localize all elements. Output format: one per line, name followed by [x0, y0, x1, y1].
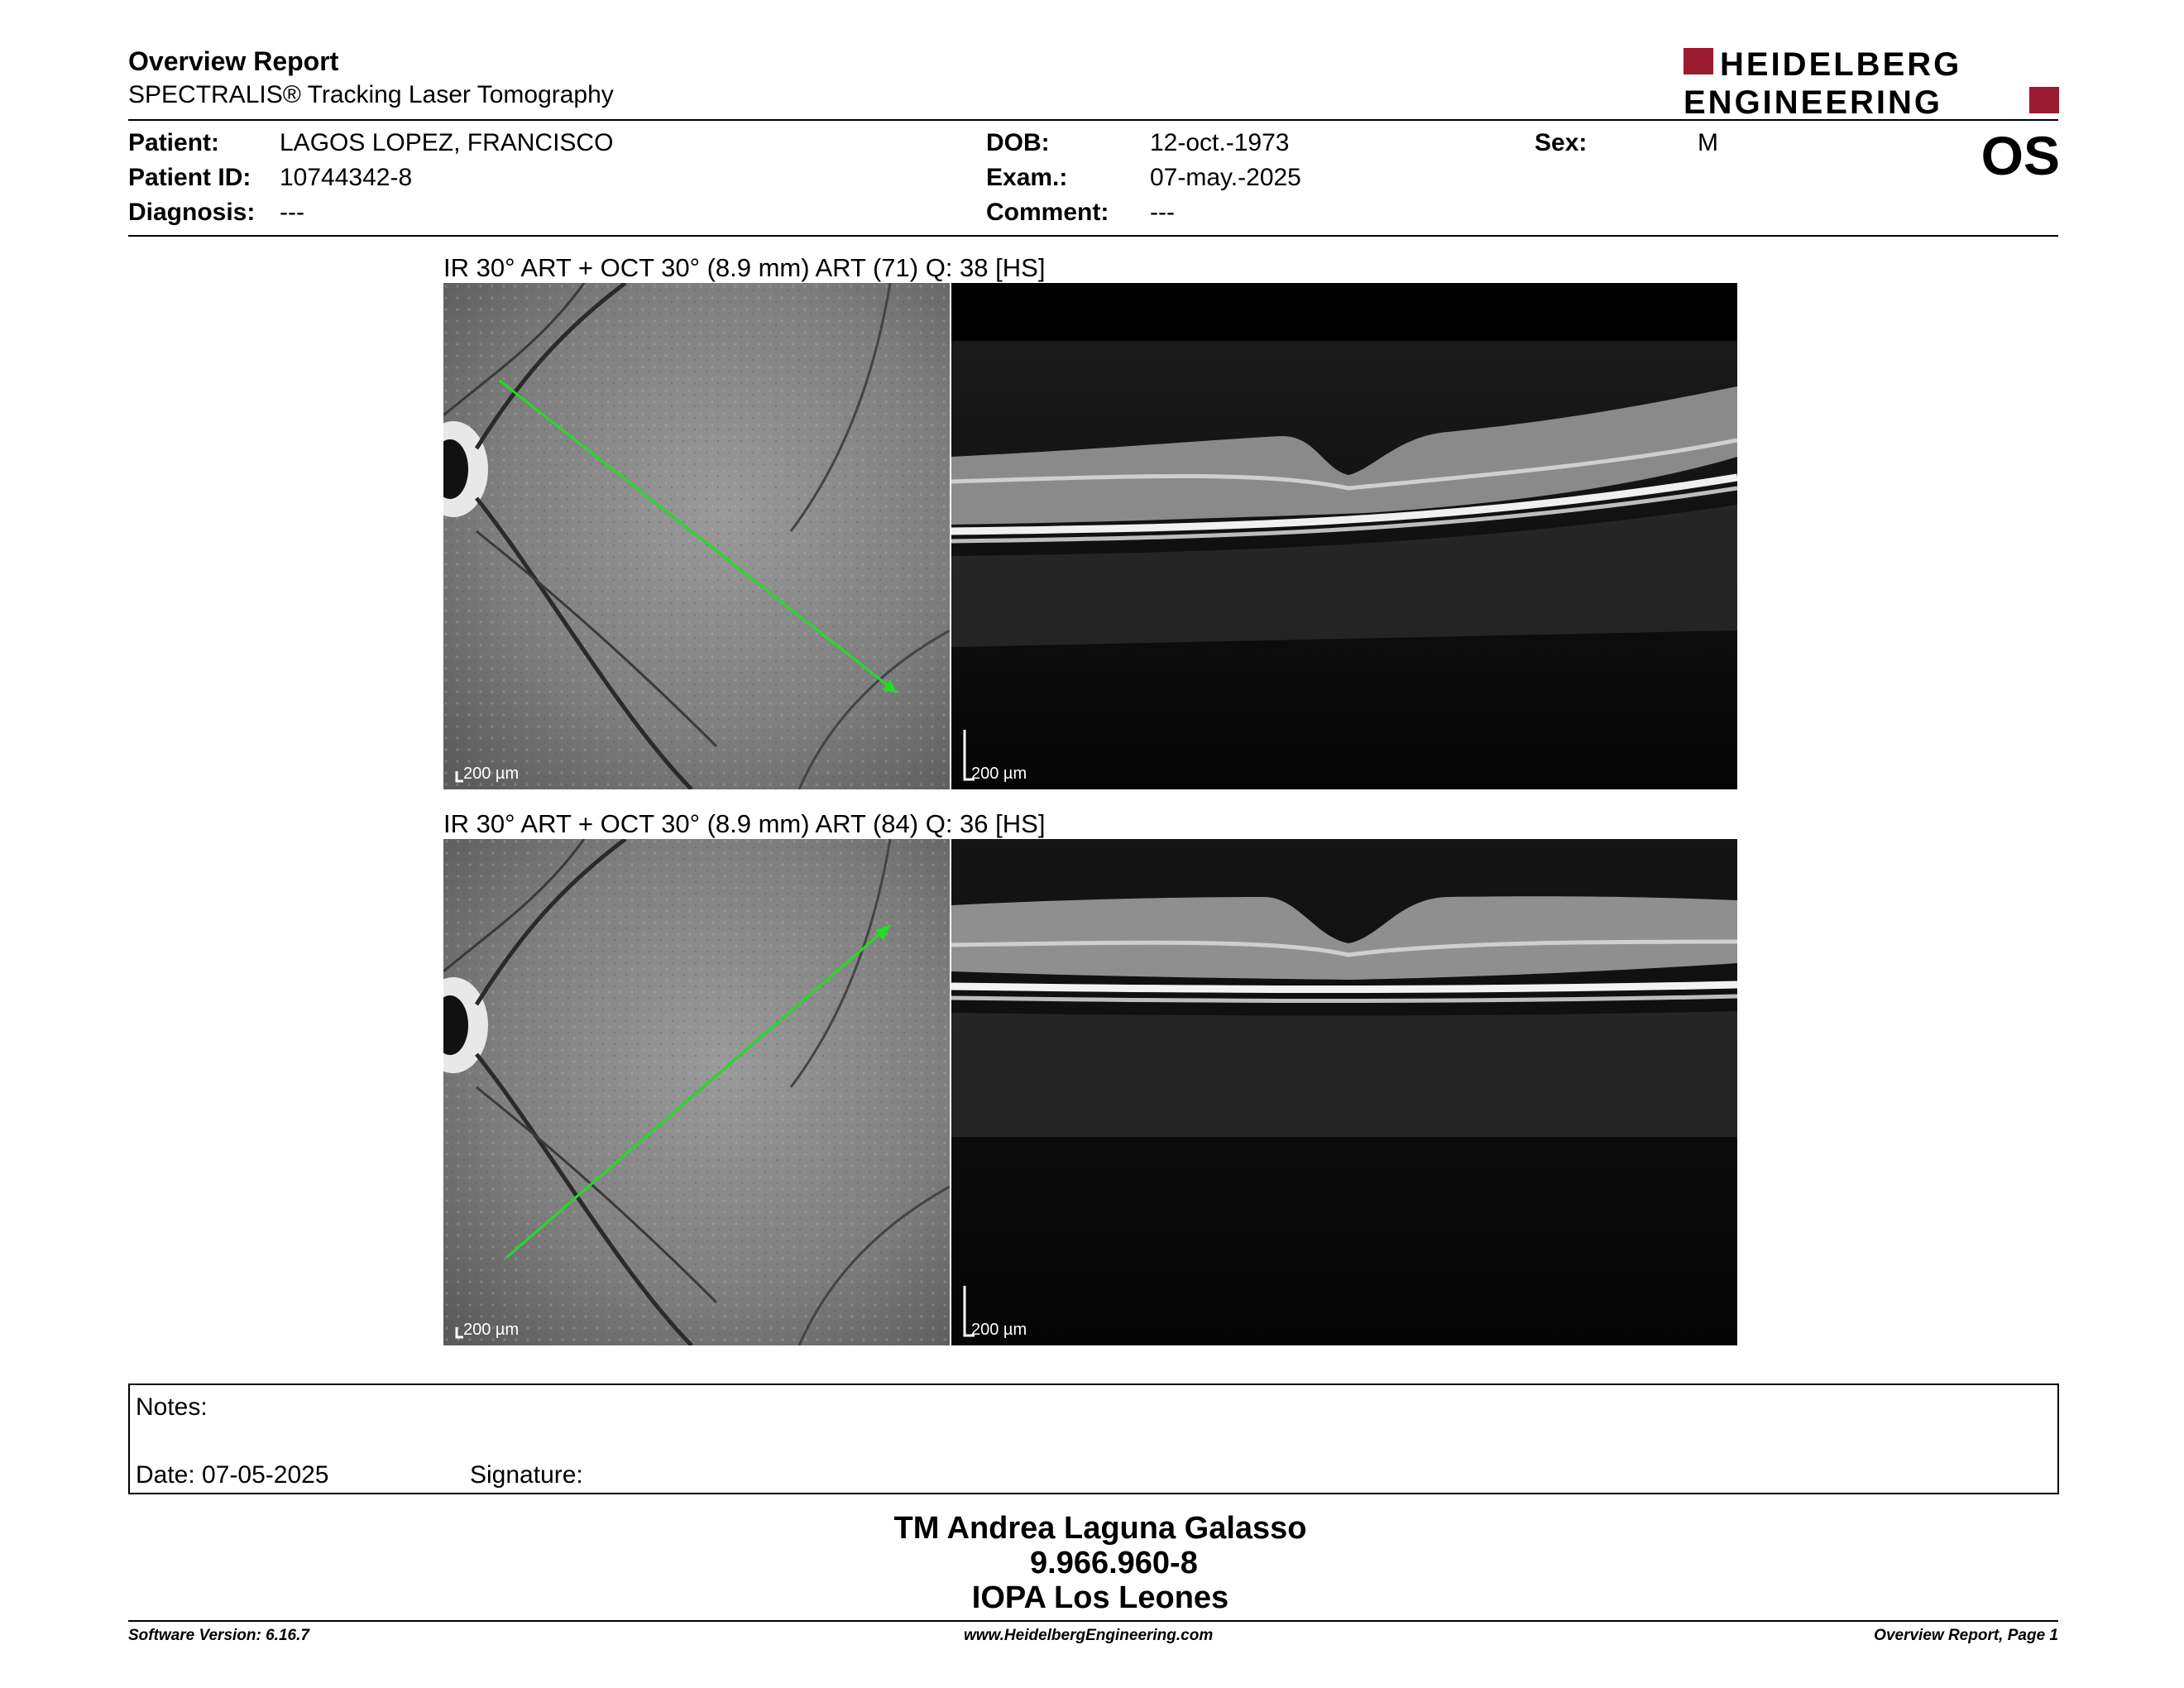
heidelberg-logo	[1684, 46, 2059, 118]
scan1-caption: IR 30° ART + OCT 30° (8.9 mm) ART (71) Q: 38 [HS]	[443, 253, 1046, 282]
report-subtitle: SPECTRALIS® Tracking Laser Tomography	[128, 81, 614, 108]
scan1-oct-scale: 200 µm	[971, 765, 1027, 783]
diagnosis-label: Diagnosis:	[128, 199, 256, 226]
scan2-caption: IR 30° ART + OCT 30° (8.9 mm) ART (84) Q: 36 [HS]	[443, 809, 1046, 838]
comment-value: ---	[1150, 199, 1175, 226]
signatory-id: 9.966.960-8	[1030, 1546, 1198, 1580]
eye-indicator: OS	[1980, 125, 2060, 186]
patient-name: LAGOS LOPEZ, FRANCISCO	[280, 129, 614, 156]
patient-id-label: Patient ID:	[128, 164, 251, 191]
dob-value: 12-oct.-1973	[1150, 129, 1290, 156]
scan2-fundus-scale: 200 µm	[463, 1321, 520, 1339]
page-number: Overview Report, Page 1	[1874, 1627, 2058, 1644]
website-link[interactable]: www.HeidelbergEngineering.com	[964, 1627, 1214, 1644]
comment-label: Comment:	[986, 199, 1109, 226]
dob-label: DOB:	[986, 129, 1050, 156]
sex-label: Sex:	[1535, 129, 1588, 156]
patient-divider	[128, 235, 2058, 237]
notes-box	[128, 1383, 2059, 1494]
sex-value: M	[1698, 129, 1718, 156]
scan1-oct-image	[951, 283, 1737, 789]
notes-label: Notes:	[136, 1393, 208, 1421]
footer-divider	[128, 1620, 2058, 1622]
scan2-fundus-image	[443, 839, 950, 1345]
exam-label: Exam.:	[986, 164, 1068, 191]
patient-id-value: 10744342-8	[280, 164, 413, 191]
date-label: Date: 07-05-2025	[136, 1461, 329, 1489]
signatory-institution: IOPA Los Leones	[971, 1580, 1229, 1615]
report-title: Overview Report	[128, 46, 339, 76]
exam-value: 07-may.-2025	[1150, 164, 1301, 191]
scan2-oct-scale: 200 µm	[971, 1321, 1027, 1339]
signature-label: Signature:	[470, 1461, 583, 1489]
diagnosis-value: ---	[280, 199, 304, 226]
logo-line1: HEIDELBERG	[1720, 46, 1962, 83]
signatory-name: TM Andrea Laguna Galasso	[893, 1511, 1307, 1546]
software-version: Software Version: 6.16.7	[128, 1627, 309, 1644]
patient-label: Patient:	[128, 129, 220, 156]
scan1-fundus-image	[443, 283, 950, 789]
scan2-oct-image	[951, 839, 1737, 1345]
scan1-fundus-scale: 200 µm	[463, 765, 520, 783]
header-divider	[128, 119, 2058, 121]
logo-line2: ENGINEERING	[1684, 84, 1943, 118]
